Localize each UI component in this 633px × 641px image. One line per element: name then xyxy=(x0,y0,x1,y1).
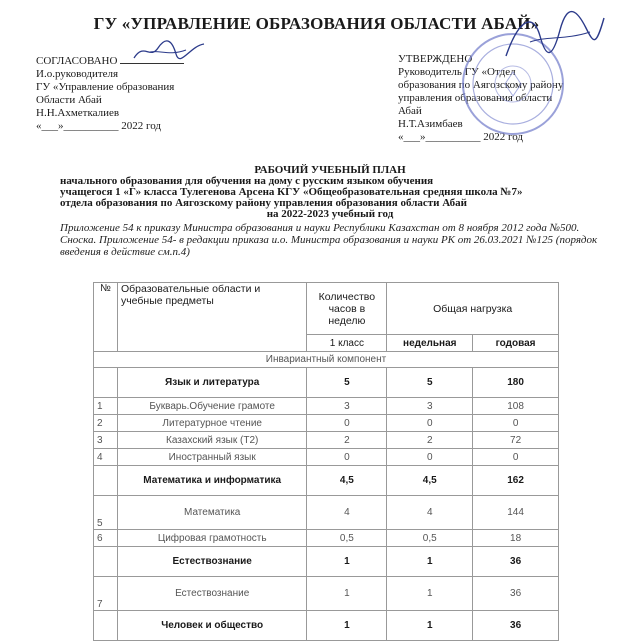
approved-org: образования по Аягозскому району xyxy=(398,79,564,91)
header-num: № xyxy=(94,283,118,352)
row-hours: 5 xyxy=(307,368,387,398)
row-weekly: 5 xyxy=(387,368,473,398)
row-num xyxy=(94,611,118,641)
row-subject: Казахский язык (Т2) xyxy=(117,432,306,449)
row-subject: Естествознание xyxy=(117,547,306,577)
row-weekly: 1 xyxy=(387,547,473,577)
order-reference: Приложение 54 к приказу Министра образования и науки Республики Казахстан от 8 ноября 2012 года №500. Сноска. Приложение 54- в редакции приказа и.о. Министра образования и науки РК от 26.03.2021 №125 (порядок введения в действие см.п.4) xyxy=(60,222,598,258)
row-subject: Литературное чтение xyxy=(117,415,306,432)
page-title: ГУ «УПРАВЛЕНИЕ ОБРАЗОВАНИЯ ОБЛАСТИ АБАЙ» xyxy=(93,14,540,33)
table-section-row xyxy=(94,368,559,398)
row-subject: Естествознание xyxy=(117,577,306,611)
approval-approved-block xyxy=(398,53,598,144)
header-yearly: годовая xyxy=(473,335,559,352)
row-subject: Язык и литература xyxy=(117,368,306,398)
row-subject: Человек и общество xyxy=(117,611,306,641)
row-subject: Математика xyxy=(117,496,306,530)
row-hours: 4,5 xyxy=(307,466,387,496)
row-subject: Цифровая грамотность xyxy=(117,530,306,547)
approved-region: Абай xyxy=(398,105,422,117)
row-hours: 2 xyxy=(307,432,387,449)
table-row xyxy=(94,415,559,432)
row-hours: 1 xyxy=(307,611,387,641)
row-subject: Математика и информатика xyxy=(117,466,306,496)
curriculum-table xyxy=(93,282,559,641)
table-row xyxy=(94,432,559,449)
row-yearly: 0 xyxy=(473,449,559,466)
header-class: 1 класс xyxy=(307,335,387,352)
row-num: 6 xyxy=(94,530,118,547)
row-yearly: 36 xyxy=(473,577,559,611)
row-yearly: 162 xyxy=(473,466,559,496)
agreed-org: ГУ «Управление образования xyxy=(36,81,175,93)
row-hours: 4 xyxy=(307,496,387,530)
agreed-date: «___»__________ 2022 год xyxy=(36,120,162,132)
row-hours: 1 xyxy=(307,547,387,577)
row-hours: 0 xyxy=(307,415,387,432)
row-hours: 0 xyxy=(307,449,387,466)
row-yearly: 0 xyxy=(473,415,559,432)
row-yearly: 108 xyxy=(473,398,559,415)
plan-line-2: учащегося 1 «Г» класса Тулегенова Арсена КГУ «Общеобразовательная средняя школа №7» xyxy=(60,186,523,198)
row-num: 1 xyxy=(94,398,118,415)
row-yearly: 36 xyxy=(473,547,559,577)
table-row xyxy=(94,496,559,530)
row-weekly: 4 xyxy=(387,496,473,530)
table-row xyxy=(94,530,559,547)
row-subject: Букварь.Обучение грамоте xyxy=(117,398,306,415)
table-row xyxy=(94,398,559,415)
row-num xyxy=(94,547,118,577)
table-section-row xyxy=(94,466,559,496)
row-num: 4 xyxy=(94,449,118,466)
row-weekly: 2 xyxy=(387,432,473,449)
approved-name: Н.Т.Азимбаев xyxy=(398,118,463,130)
row-num xyxy=(94,368,118,398)
agreed-label: СОГЛАСОВАНО xyxy=(36,55,118,67)
row-yearly: 144 xyxy=(473,496,559,530)
header-weekly: недельная xyxy=(387,335,473,352)
row-num xyxy=(94,466,118,496)
table-row xyxy=(94,577,559,611)
row-hours: 3 xyxy=(307,398,387,415)
row-yearly: 36 xyxy=(473,611,559,641)
approved-position: Руководитель ГУ «Отдел xyxy=(398,66,516,78)
header-subjects: Образовательные области и учебные предметы xyxy=(117,283,306,352)
invariant-component-label: Инвариантный компонент xyxy=(94,352,559,368)
approval-agreed-block xyxy=(36,53,236,133)
table-section-row xyxy=(94,611,559,641)
table-row xyxy=(94,449,559,466)
row-num: 3 xyxy=(94,432,118,449)
plan-line-1: начального образования для обучения на дому с русским языком обучения xyxy=(60,175,434,187)
row-weekly: 0 xyxy=(387,449,473,466)
table-section-row xyxy=(94,547,559,577)
row-yearly: 18 xyxy=(473,530,559,547)
agreed-region: Области Абай xyxy=(36,94,102,106)
row-hours: 0,5 xyxy=(307,530,387,547)
approved-dept: управления образования области xyxy=(398,92,553,104)
header-hours: Количество часов в неделю xyxy=(307,283,387,335)
row-num: 7 xyxy=(94,577,118,611)
table-body xyxy=(94,368,559,641)
plan-title: РАБОЧИЙ УЧЕБНЫЙ ПЛАН xyxy=(254,164,406,176)
approved-label: УТВЕРЖДЕНО xyxy=(398,53,473,65)
agreed-name: Н.Н.Ахметкалиев xyxy=(36,107,120,119)
row-num: 2 xyxy=(94,415,118,432)
row-weekly: 3 xyxy=(387,398,473,415)
row-weekly: 0 xyxy=(387,415,473,432)
row-num: 5 xyxy=(94,496,118,530)
approved-date: «___»__________ 2022 год xyxy=(398,131,524,143)
row-hours: 1 xyxy=(307,577,387,611)
plan-line-3: отдела образования по Аягозскому району управления образования области Абай xyxy=(60,197,467,209)
agreed-position: И.о.руководителя xyxy=(36,68,119,80)
row-weekly: 4,5 xyxy=(387,466,473,496)
plan-year: на 2022-2023 учебный год xyxy=(266,208,394,220)
signature-line xyxy=(120,53,184,64)
row-weekly: 1 xyxy=(387,577,473,611)
header-load: Общая нагрузка xyxy=(387,283,559,335)
row-yearly: 72 xyxy=(473,432,559,449)
row-weekly: 0,5 xyxy=(387,530,473,547)
row-weekly: 1 xyxy=(387,611,473,641)
row-yearly: 180 xyxy=(473,368,559,398)
row-subject: Иностранный язык xyxy=(117,449,306,466)
document-heading xyxy=(60,165,600,220)
